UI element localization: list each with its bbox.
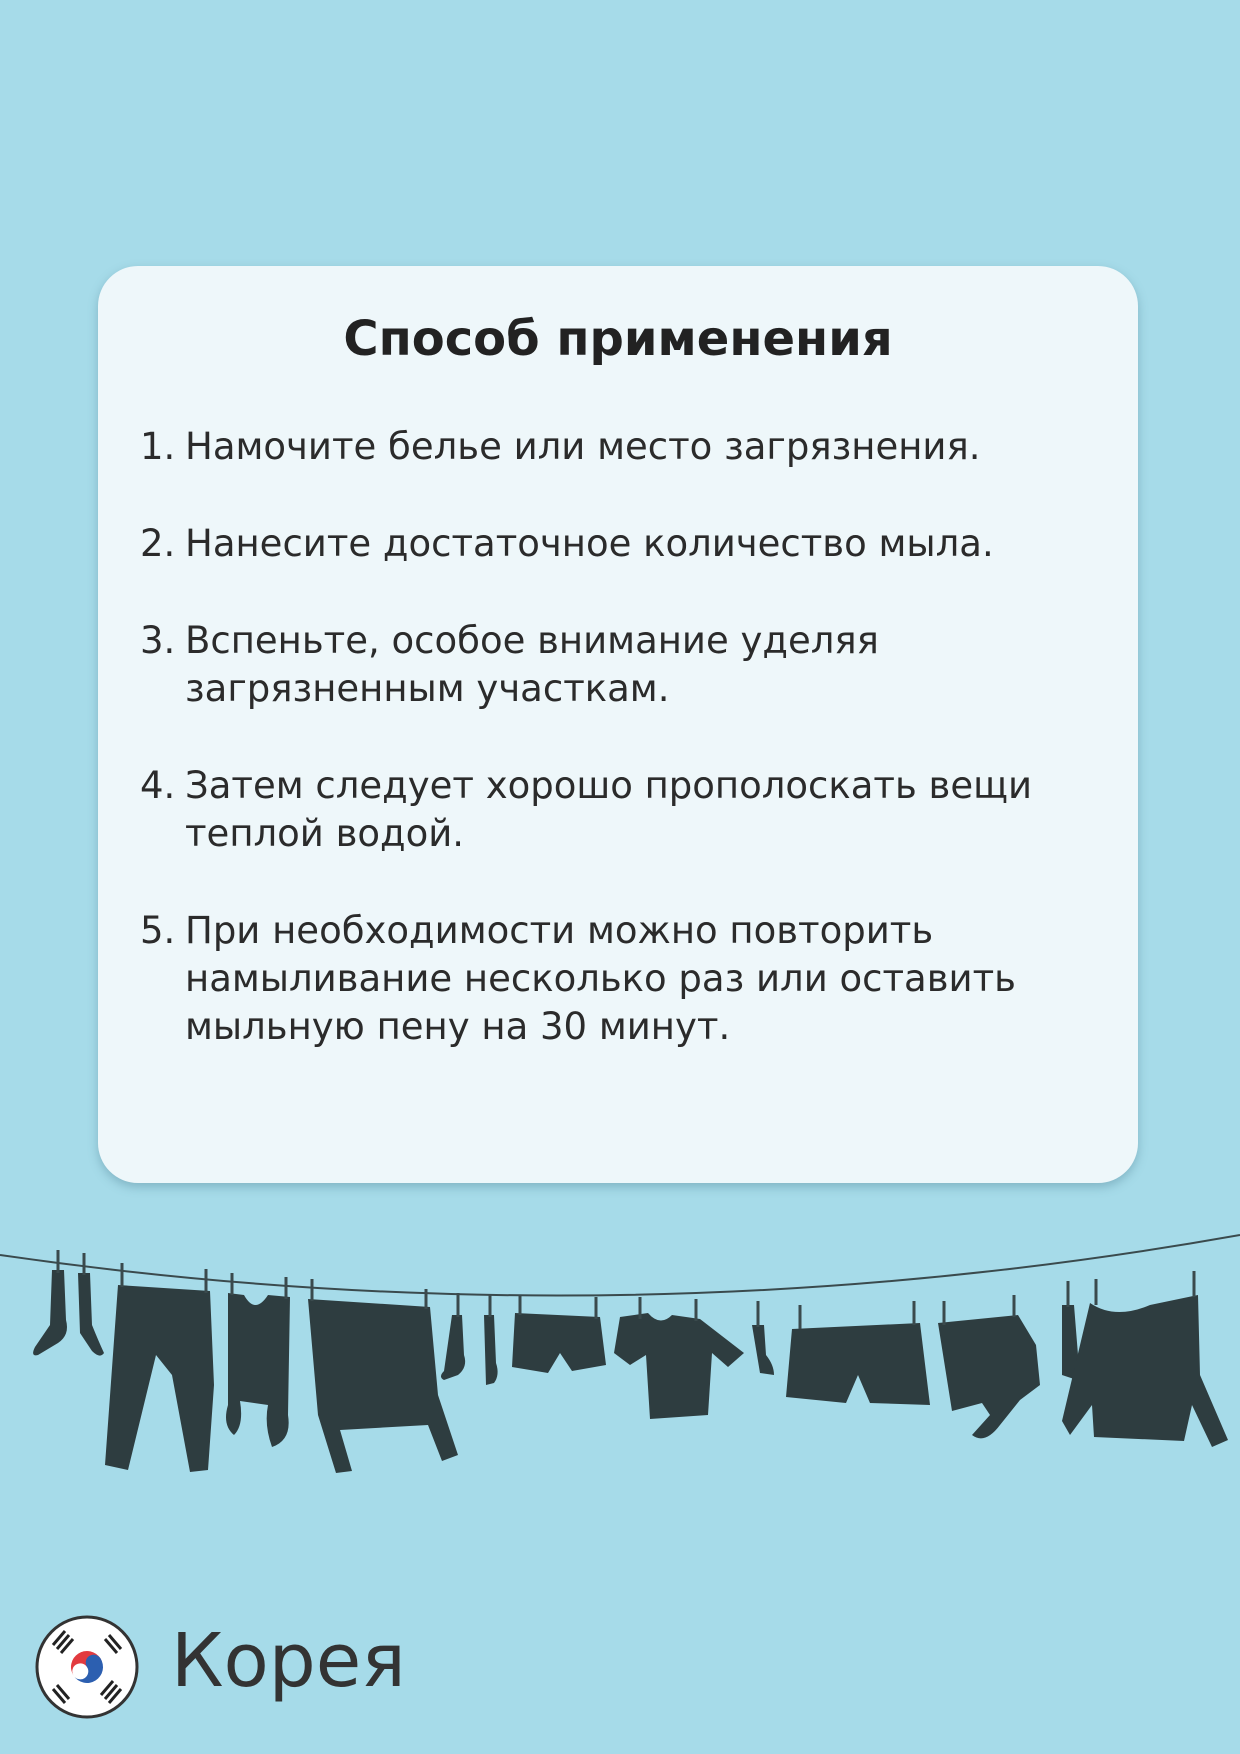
step-item: [140, 520, 1130, 568]
step-number: 1.: [140, 425, 176, 468]
step-number: 4.: [140, 764, 176, 807]
step-text: Затем следует хорошо прополоскать вещи теплой водой.: [185, 764, 1032, 855]
clothesline-icon: [0, 1225, 1240, 1525]
step-text: Намочите белье или место загрязнения.: [185, 425, 981, 468]
step-number: 2.: [140, 522, 176, 565]
step-number: 5.: [140, 909, 176, 952]
step-item: [140, 762, 1130, 858]
korea-flag-icon: [35, 1615, 139, 1719]
brand-name: Корея: [171, 1618, 406, 1704]
step-text: Вспеньте, особое внимание уделяя загрязненным участкам.: [185, 619, 879, 710]
step-text: При необходимости можно повторить намыливание несколько раз или оставить мыльную пену на 30 минут.: [185, 909, 1016, 1048]
step-text: Нанесите достаточное количество мыла.: [185, 522, 994, 565]
card-title: Способ применения: [343, 311, 893, 367]
step-item: [140, 907, 1130, 1051]
step-item: [140, 423, 1130, 471]
steps-list: [140, 423, 1130, 1100]
step-item: [140, 617, 1130, 713]
instructions-card: [98, 266, 1138, 1183]
step-number: 3.: [140, 619, 176, 662]
